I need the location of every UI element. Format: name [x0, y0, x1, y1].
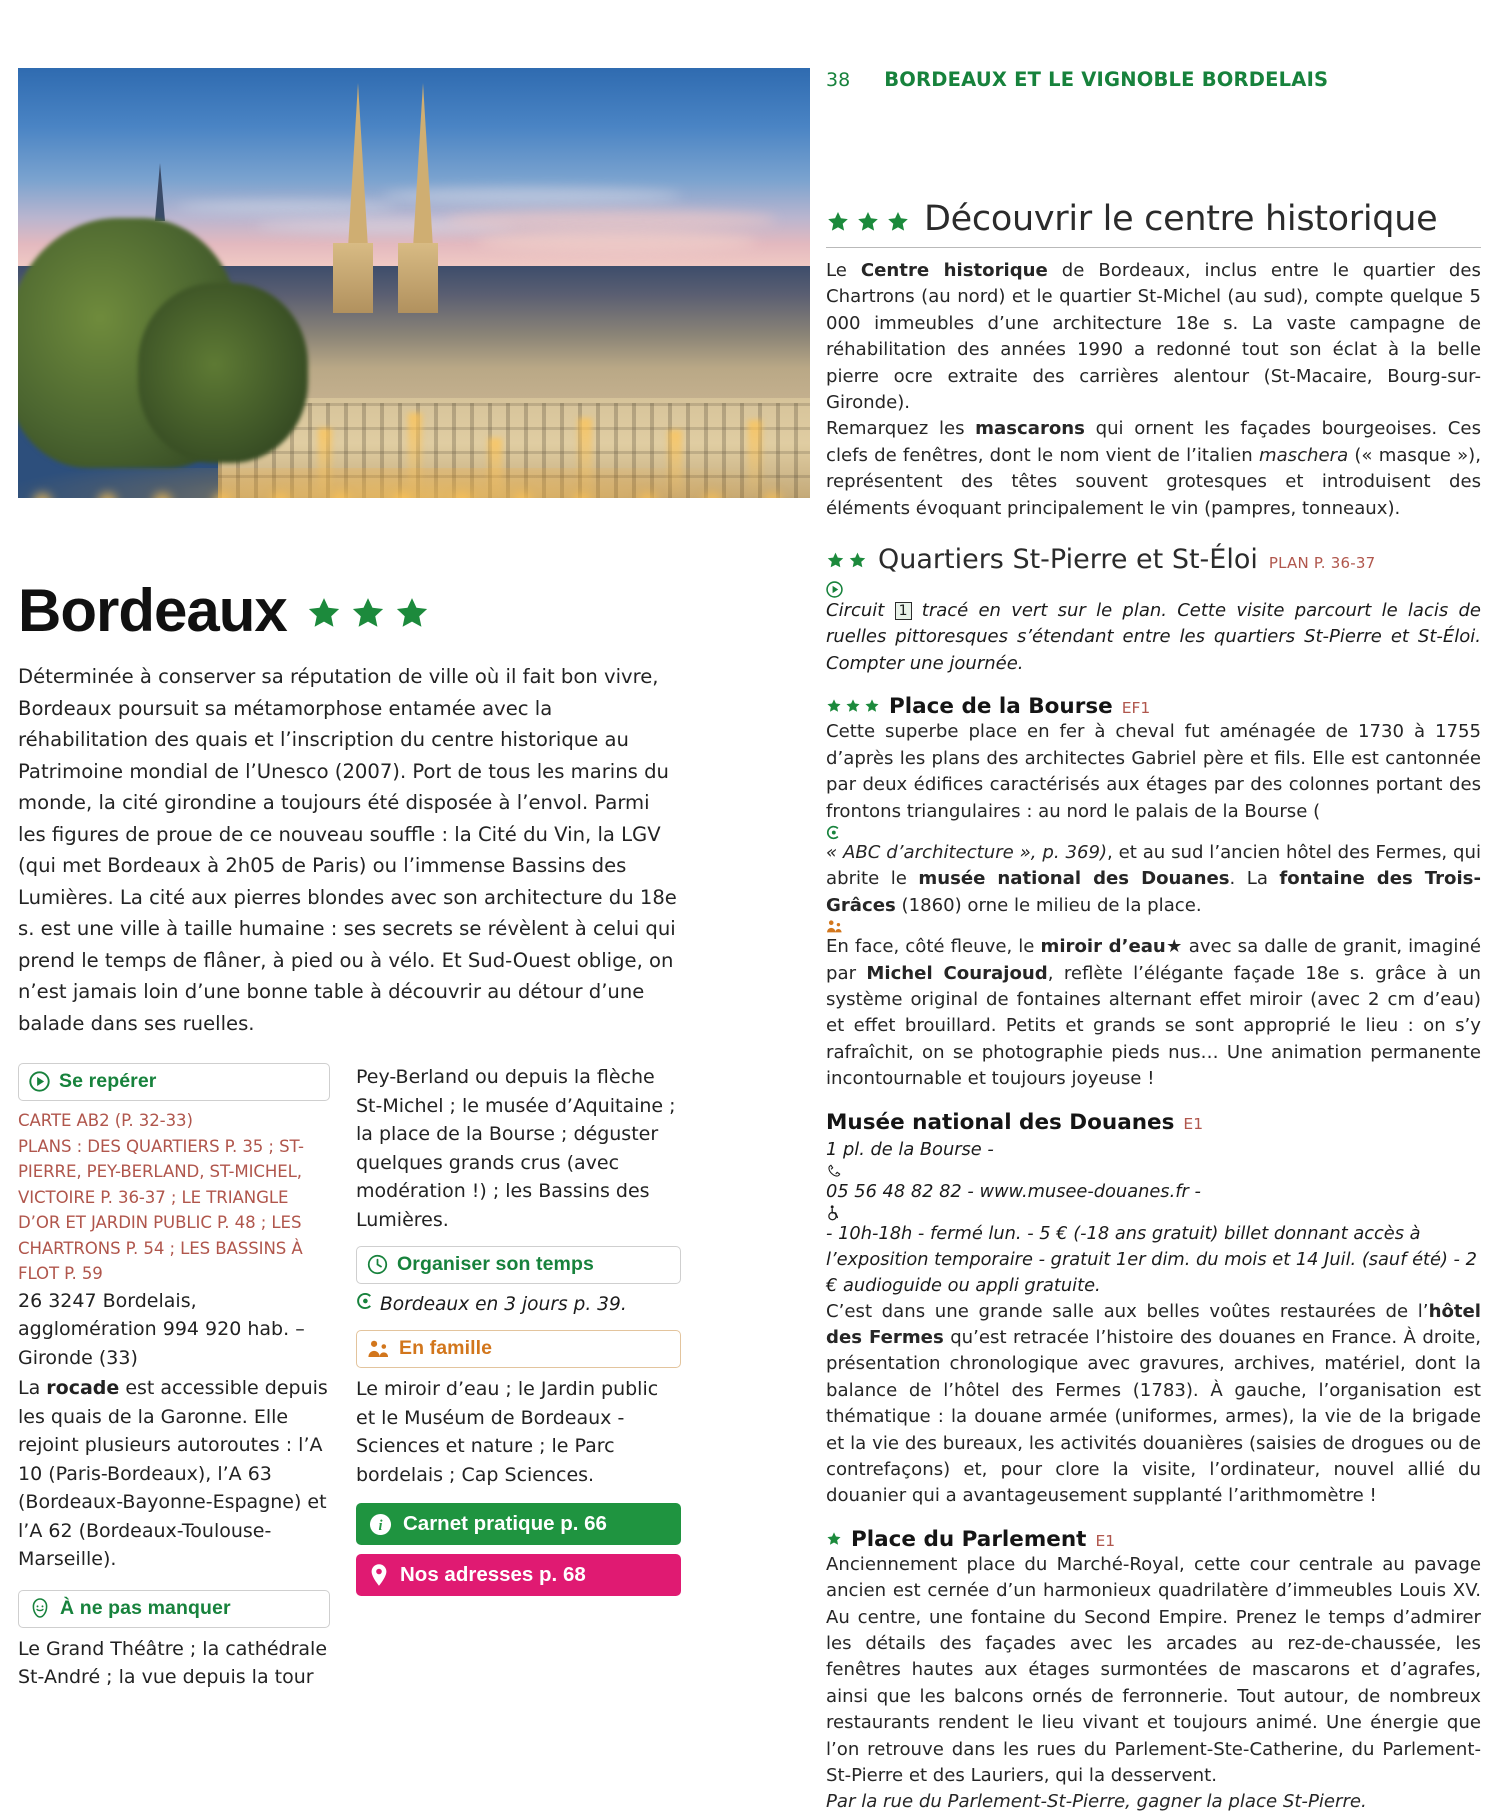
poi-heading-place-du-parlement: [826, 1527, 1481, 1552]
organiser-item-text: Bordeaux en 3 jours p. 39.: [380, 1294, 627, 1315]
highlights-part2: Pey-Berland ou depuis la flèche St-Michel ; le musée d’Aquitaine ; la place de la Bourse ; déguster quelques grands crus (avec modération !) ; les Bassins des Lumières.: [356, 1066, 676, 1231]
carte-reference: CARTE AB2 (P. 32-33): [18, 1111, 193, 1130]
photo-cathedral-spire: [413, 83, 433, 248]
subsection-heading-quartiers: [826, 544, 1481, 575]
photo-cathedral-tower: [333, 243, 373, 313]
running-header: [826, 68, 1481, 91]
star-icon: [826, 551, 845, 570]
circuit-post: tracé en vert sur le plan. Cette visite parcourt le lacis de ruelles pittoresques s’étendant entre les quartiers St-Pierre et St-Éloi. Compter une journée.: [826, 600, 1481, 674]
star-icon: [826, 1531, 842, 1547]
svg-text:i: i: [378, 1517, 383, 1534]
douanes-phone: 05 56 48 82 82: [826, 1180, 962, 1202]
photo-cathedral-tower: [398, 243, 438, 313]
parlement-description: Anciennement place du Marché-Royal, cette cour centrale au pavage ancien est cernée d’un harmonieux quadrilatère d’immeubles Louis XV. Au centre, une fontaine du Second Empire. Prenez le temps d’admirer les détails des façades avec les arcades au rez-de-chaussée, les fenêtres hautes aux étages surmontées de mascarons et d’agrafes, ainsi que les balcons ornés de ferronnerie. Tout autour, de nombreux restaurants rendent le lieu vivant et toujours animé. Une énergie que l’on retrouve dans les rues du Parlement-Ste-Catherine, du Parlement-St-Pierre et des Lauriers, qui la desservent.: [826, 1553, 1481, 1787]
douanes-description: [826, 1299, 1481, 1510]
info-icon: [369, 1513, 392, 1536]
play-circle-icon: [29, 1071, 50, 1092]
section-heading-decouvrir: [826, 199, 1481, 239]
star-icon: [845, 698, 861, 714]
photo-reflection: [668, 430, 682, 498]
poi-rating-stars: [826, 1531, 842, 1547]
bourse-p2b: avec sa dalle de granit, imaginé par: [826, 936, 1481, 984]
family-icon: [367, 1339, 390, 1359]
parlement-closing-direction: Par la rue du Parlement-St-Pierre, gagner la place St-Pierre.: [826, 1791, 1367, 1813]
cta-nos-adresses-label: Nos adresses p. 68: [400, 1563, 586, 1586]
wheelchair-accessible-icon: [826, 1205, 841, 1221]
miroir-deau-keyword: miroir d’eau: [1040, 936, 1166, 958]
section-rating-stars: [826, 210, 910, 234]
section-divider: [826, 247, 1481, 248]
bourse-fountain-keyword: fontaine des Trois-Grâces: [826, 868, 1481, 916]
poi-rating-stars: [826, 698, 880, 714]
architect-name: Michel Courajoud: [866, 962, 1048, 984]
photo-trees: [138, 283, 308, 463]
subsection-rating-stars: [826, 551, 867, 570]
star-icon: [886, 210, 910, 234]
bourse-p1a: Cette superbe place en fer à cheval fut aménagée de 1730 à 1755 d’après les plans des architectes Gabriel père et fils. Elle est cantonnée par deux édifices caractérisés aux étages par des colonnes portant des frontons triangulaires : au nord le palais de la Bourse (: [826, 721, 1481, 822]
douanes-practical-info: [826, 1137, 1481, 1299]
photo-reflection: [318, 428, 332, 498]
hotel-des-fermes-keyword: hôtel des Fermes: [826, 1300, 1481, 1348]
poi-map-ref: E1: [1095, 1531, 1116, 1550]
page-number: 38: [826, 69, 851, 91]
p1-keyword: Centre historique: [860, 260, 1048, 281]
miroir-deau-star: ★: [1165, 936, 1183, 958]
circuit-pre: Circuit: [826, 600, 895, 622]
cross-reference-icon: [356, 1292, 374, 1310]
poi-title: Place du Parlement: [851, 1526, 1087, 1552]
p1-pre: Le: [826, 260, 861, 281]
map-pin-icon: [369, 1563, 389, 1587]
cta-carnet-pratique[interactable]: [356, 1503, 681, 1545]
subsection-title: Quartiers St-Pierre et St-Éloi: [878, 544, 1258, 576]
star-icon: [305, 595, 343, 632]
section-title: Découvrir le centre historique: [924, 199, 1438, 239]
poi-heading-musee-douanes: [826, 1110, 1481, 1135]
poi-map-ref: EF1: [1121, 699, 1151, 718]
douanes-body-b: qu’est retracée l’histoire des douanes en France. À droite, présentation chronologique avec gravures, archives, matériel, dont la balance de l’hôtel des Fermes (1783). À gauche, l’organisation est thématique : la douane armée (uniformes, armes), la vie de la brigade et la vie des bureaux, les activités douanières (saisies de drogues ou de contrefaçons) et, pour clore la visite, l’ordinateur, nouvel allié du douanier qui a avantageusement supplanté l’arithmomètre !: [826, 1326, 1481, 1507]
bourse-paragraph-1: [826, 719, 1481, 919]
bourse-p1b: , et au sud l’ancien hôtel des Fermes, qui abrite le: [826, 841, 1481, 890]
douanes-hours-prices: - 10h-18h - fermé lun. - 5 € (-18 ans gratuit) billet donnant accès à l’exposition temporaire - gratuit 1er dim. du mois et 14 Juil. (sauf été) - 2 € audioguide ou appli gratuite.: [826, 1222, 1477, 1296]
star-icon: [349, 595, 387, 632]
bourse-p1d: (1860) orne le milieu de la place.: [895, 894, 1202, 916]
en-famille-text: Le miroir d’eau ; le Jardin public et le Muséum de Bordeaux - Sciences et nature ; le Parc bordelais ; Cap Sciences.: [356, 1378, 659, 1486]
star-icon: [848, 551, 867, 570]
box-se-reperer[interactable]: [18, 1063, 330, 1101]
organiser-item: [356, 1291, 681, 1318]
family-icon: [826, 919, 843, 934]
bourse-paragraph-2: [826, 919, 1481, 1092]
smiley-icon: [29, 1597, 51, 1619]
hero-photo-bordeaux-quays: [18, 68, 810, 498]
circuit-description: [826, 581, 1481, 677]
photo-cloud: [446, 210, 776, 230]
box-organiser-son-temps[interactable]: [356, 1246, 681, 1284]
box-se-reperer-label: Se repérer: [59, 1070, 157, 1092]
info-boxes: [18, 1063, 810, 1694]
bourse-p2a: En face, côté fleuve, le: [826, 936, 1041, 958]
photo-reflection: [408, 413, 422, 498]
poi-title: Place de la Bourse: [889, 694, 1113, 720]
right-column: [826, 68, 1481, 1816]
plans-reference: PLANS : DES QUARTIERS P. 35 ; ST-PIERRE, PEY-BERLAND, ST-MICHEL, VICTOIRE P. 36-37 ; LE TRIANGLE D’OR ET JARDIN PUBLIC P. 48 ; LES CHARTRONS P. 54 ; LES BASSINS À FLOT P. 59: [18, 1136, 304, 1283]
play-circle-icon: [826, 581, 843, 598]
city-rating-stars: [305, 595, 431, 632]
star-icon: [826, 210, 850, 234]
poi-title: Musée national des Douanes: [826, 1109, 1175, 1135]
info-boxes-left: [18, 1063, 330, 1694]
access-post: est accessible depuis les quais de la Garonne. Elle rejoint plusieurs autoroutes : l’A 10 (Paris-Bordeaux), l’A 63 (Bordeaux-Bayonne-Espagne) et l’A 62 (Bordeaux-Toulouse-Marseille).: [18, 1377, 328, 1570]
douanes-website: - www.musee-douanes.fr -: [961, 1180, 1201, 1202]
photo-small-spire: [155, 163, 165, 221]
box-en-famille-label: En famille: [399, 1337, 493, 1359]
p2-pre: Remarquez les: [826, 418, 976, 440]
circuit-number-badge: 1: [895, 602, 912, 620]
box-a-ne-pas-manquer-label: À ne pas manquer: [60, 1596, 231, 1619]
star-icon: [826, 698, 842, 714]
population-info: 26 3247 Bordelais, agglomération 994 920 hab. – Gironde (33): [18, 1289, 305, 1369]
access-pre: La: [18, 1377, 47, 1399]
star-icon: [864, 698, 880, 714]
poi-heading-place-de-la-bourse: [826, 694, 1481, 719]
star-icon: [393, 595, 431, 632]
plan-reference: PLAN P. 36-37: [1268, 554, 1376, 573]
box-organiser-label: Organiser son temps: [397, 1253, 594, 1275]
p2-keyword: mascarons: [975, 418, 1085, 440]
running-head-title: BORDEAUX ET LE VIGNOBLE BORDELAIS: [884, 68, 1329, 91]
douanes-address: 1 pl. de la Bourse -: [826, 1138, 994, 1160]
info-boxes-right: [356, 1063, 681, 1694]
photo-reflection: [488, 438, 502, 498]
poi-map-ref: E1: [1183, 1114, 1204, 1133]
access-keyword: rocade: [46, 1377, 120, 1399]
photo-cathedral-spire: [348, 83, 368, 248]
highlights-part1: Le Grand Théâtre ; la cathédrale St-André ; la vue depuis la tour: [18, 1637, 328, 1688]
phone-icon: [826, 1163, 842, 1179]
photo-reflection: [578, 418, 592, 498]
left-column: [18, 68, 810, 1694]
page-title: [18, 576, 810, 645]
p2-post: (« masque »), représentent des têtes souvent grotesques et introduisent des éléments évoquant principalement le vin (pampres, tonneaux).: [826, 444, 1481, 519]
access-info: [18, 1374, 330, 1574]
clock-icon: [367, 1254, 388, 1275]
cross-reference-icon: [826, 825, 841, 840]
centre-historique-paragraph-1: [826, 258, 1481, 416]
p2-mid: qui ornent les façades bourgeoises. Ces clefs de fenêtres, dont le nom vient de l’italien: [826, 418, 1481, 466]
box-a-ne-pas-manquer[interactable]: [18, 1590, 330, 1628]
centre-historique-paragraph-2: [826, 416, 1481, 522]
bourse-museum-keyword: musée national des Douanes: [918, 868, 1230, 890]
bourse-p1c: . La: [1229, 868, 1280, 890]
star-icon: [856, 210, 880, 234]
city-intro-paragraph: Déterminée à conserver sa réputation de ville où il fait bon vivre, Bordeaux poursuit sa métamorphose entamée avec la réhabilitation des quais et l’inscription du centre historique au Patrimoine mondial de l’Unesco (2007). Port de tous les marins du monde, la cité girondine a toujours été disposée à l’envol. Parmi les figures de proue de ce nouveau souffle : la Cité du Vin, la LGV (qui met Bordeaux à 2h05 de Paris) ou l’immense Bassins des Lumières. La cité aux pierres blondes avec son architecture du 18e s. est une ville à taille humaine : ses secrets se révèlent à celui qui prend le temps de flâner, à pied ou à vélo. Et Sud-Ouest oblige, on n’est jamais loin d’une bonne table à découvrir au détour d’une balade dans ses ruelles.: [18, 665, 677, 1035]
p1-post: de Bordeaux, inclus entre le quartier des Chartrons (au nord) et le quartier St-Michel (au sud), compte quelque 5 000 immeubles d’une architecture 18e s. La vaste campagne de réhabilitation des années 1990 a redonné tout son éclat à la belle pierre ocre extraite des carrières alentour (St-Macaire, Bourg-sur-Gironde).: [826, 260, 1481, 414]
cta-nos-adresses[interactable]: [356, 1554, 681, 1596]
cta-carnet-pratique-label: Carnet pratique p. 66: [403, 1512, 607, 1535]
city-name: Bordeaux: [18, 577, 287, 644]
douanes-body-a: C’est dans une grande salle aux belles voûtes restaurées de l’: [826, 1300, 1429, 1322]
photo-reflection: [748, 420, 762, 498]
bourse-p2c: , reflète l’élégante façade 18e s. grâce à un système original de fontaines alternant effet miroir (avec 2 cm d’eau) et effet brouillard. Petits et grands se sont approprié le lieu : on s’y rafraîchit, on se photographie pieds nus… Une animation permanente incontournable et toujours joyeuse !: [826, 962, 1482, 1090]
box-en-famille[interactable]: [356, 1330, 681, 1368]
bourse-abc-ref: « ABC d’architecture », p. 369): [826, 841, 1108, 863]
p2-italic: maschera: [1258, 444, 1349, 466]
